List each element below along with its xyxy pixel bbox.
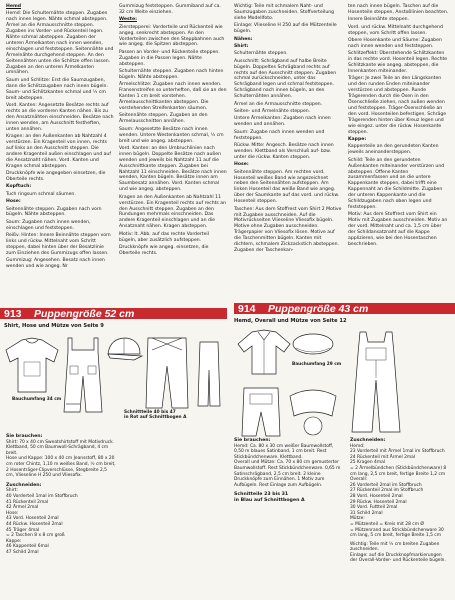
paragraph: Ausschnitt: Schrägband auf halbe Breite bügeln. Doppeltes Schrägband rechts auf rechts auf den Ausschnitt steppen. Zugaben schmal zurückschneiden, unter das Schrägband legen und schmal feststeppen. Schrägband nach innen bügeln, an den Schulternähten annähen. [234,58,337,100]
overall-back-illustration [236,386,286,440]
materials-title: Sie brauchen: [6,434,43,439]
paragraph: Schulternähte steppen. Zugaben nach hinten bügeln. Nähte absteppen. [119,69,224,80]
paragraph: Saum: Zugabe nach innen wenden und feststeppen. [234,129,325,141]
hemd-illustration [236,328,292,378]
paragraph: Hose: [234,162,249,168]
paragraph: Ärmel an die Armausschnitte steppen. [234,101,323,107]
paragraph: Seitennähte steppen. Am rechten vord. Hosenteil weißes Band wie angezeichnet neben den Seitennähten aufsteppen. Am linken Hosenteil das weiße Band wie angeg. über der Saumkante auf das vord. und rückw. Hosenteil steppen. [234,169,340,205]
paragraph: Innere Beinnähte steppen. [348,17,410,23]
paragraph: Träger: Je zwei Teile an den Längskanten und den runden Enden miteinander verstürzen und absteppen. Runde Trägerenden durch die Ösen in den Ösenschließe ziehen, nach außen wenden und feststeppen. Träger-Ösenschließe an den vord. Hosenteilen befestigen. Schräge Trägerenden hinten über Kreuz legen und wie eingez. unter die rückw. Hosenkante steppen. [348,76,447,135]
paragraph: Shirt: [234,43,249,49]
paragraph: Gummizug feststeppen. Gummiband auf ca. 32 cm Weite einziehen. [119,4,221,15]
paragraph: Gummizug: Angesehen. Besatz nach innen wenden und wie angeg. Nr [6,258,105,270]
paragraph: Saum und Schlitze: Erst die Saumzugaben, dann die Schlitzzugaben nach innen bügeln. Saum- und Schlitzkanten schmal und ½ cm breit absteppen. [6,77,108,101]
paragraph: Seitennähte steppen. Zugaben an den Ärmelausschnitten annähen. [119,113,208,125]
paragraph: Tuch ringsum schmal säumen. [6,191,76,197]
banner-label: Puppengröße 43 cm [268,302,369,315]
paragraph: Saum: Angesetzte Besätze nach innen wenden. Untere Westenkanten schmal, ½ cm breit und wie angeg. absteppen. [119,126,224,144]
cutting-914 [350,438,450,564]
paragraph: Hemd [6,4,22,9]
materials-914 [234,438,344,504]
paragraph: Motiv: lt. Abb. auf das rechte Vorderteil bügeln, aber zusätzlich aufsteppen. [119,231,209,243]
paragraph: Kragen: an den Außenkanten ab Nahtzahl 4 verstürzen. Ein Kragenteil von innen, rechts auf links an den Ausschnitt steppen. Die andere Kragenteil außen einschlagen und auf die Ansatznaht nähen. Vord. Kanten und Kragen schmal absteppen. [6,134,111,169]
paragraph: Seitennähte steppen. Zugaben nach vorn bügeln. Nähte absteppen. [6,206,102,218]
paragraph: Druckknöpfe wie angegeben einsetzen, die Oberteile rechts. [6,170,106,182]
cut-title: Zuschneiden: [6,482,42,488]
materials-text: Shirt: 70 x 40 cm Sweatshirtstoff mit Motivdruck. Klettband, 50 cm Baumwoll-Schrägband, 4 cm breit. Hose und Kappe: 100 x 40 cm Jeansstoff, 80 x 20 cm roter Chintz, 1,10 m weißes Band, ½ cm breit, 2 Hosenträger-Clipverschlüsse, Stegbreite 2,5 cm, Vlieseline H 250 und Vliesofix. [6,439,116,479]
shirt-illustration [4,336,62,396]
size-banner-913 [0,308,227,319]
text-column-2 [119,4,227,258]
paragraph: Schulternähte steppen. [234,51,288,57]
paragraph: Vord. Kanten: an den Umbruchlinien nach innen bügeln. Doppelte Besätze nach außen wenden und jeweils bis Nahtzahl 11 auf die Ausschnittkante steppen. Zugaben bei Nahtzahl 11 einschneiden. Besätze nach innen wenden, Kanten bügeln. Besätze innen am Saumbesatz annähen. Vord. Kanten schmal und wie angeg. absteppen. [119,145,227,193]
paragraph: Kopftuch: [6,184,32,190]
paragraph: Nähen: [234,36,253,42]
note-text: Wichtig: Teile mit ½ cm breiten Zugaben zuschneiden. Einlage: auf die Druckknopfmarkierungen der Overall-Vorder- und Rückenteile bügeln. [350,541,446,564]
caption-schnittteile-914: Schnitteile 23 bis 31 in Blau auf Schnittbogen A [234,492,305,503]
paragraph: Ärmelschlitze: Zugaben nach innen wenden. Fransenstreifen so unterheften, daß sie an den Kanten 1 cm breit vorstehen. Ärmelausschnittkanten absteppen. Die vorstehenden Streifenkanten säumen. [119,82,227,111]
paragraph: Vord. Kanten: Angesetzte Besätze rechts auf rechts an die vorderen Kanten nähen. Bis zu den Ansatznähten einschneiden. Besätze nach innen wenden, am Ausschnitt festheften, unten annähen. [6,103,114,132]
paragraph: Saum: Zugaben nach innen wenden, einschlagen und feststeppen. [6,219,91,231]
paragraph: ten nach innen bügeln. Taschen auf die Hosenteile steppen, Anstoßlinien beachten. [348,4,449,15]
paragraph: Wichtig: Teile mit schmalem Naht- und Saumzugaben zuschneiden. Stoffverteilung siehe Modellfoto. [234,4,335,21]
kragen-illustration [286,386,340,440]
materials-text: Hemd: Ca. 80 x 30 cm weißer Baumwollstoff, 0,50 m blaues Satinband, 1 cm breit. Rest Stickbündchenware. Klettband. Overall und Mütze: Ca. 70 x 80 cm gemusterter Baumwollstoff. Rest Stickbündchenware. 0,65 m Satinschrägband, 2,5 cm breit. 2 kleine Druckknöpfe zum Einnähen. 1 Motiv zum Aufbügeln. Rest Einlage zum Aufbügeln. [234,443,341,488]
paragraph: Schlitzeffekt: Überstehende Schlitzkanten in das rechte vord. Hosenteil legen. Rechte Schlitzkante wie angeg. absteppen, die Innenkanten miteinander. [348,51,448,75]
paragraph: Kappenteile an den gerundeten Kanten jeweils aneinandersteppen. [348,144,439,156]
paragraph: Rückw. Mitte: Angesch. Besätze nach innen wenden. Klettband als Verschluß auf- bzw. unter die rückw. Kanten steppen. [234,143,334,160]
section-subtitle-913: Shirt, Hose und Mütze von Seite 9 [4,323,104,329]
materials-title: Sie brauchen: [234,438,271,443]
paragraph: Vord. und rückw. Mittelnaht durchgehend steppen, vom Schritt offen lassen. [348,24,443,36]
materials-913 [6,434,116,555]
section-subtitle-914: Hemd, Overall und Mütze von Seite 12 [234,318,347,324]
paragraph: Reißv. Hinten: Innere Beinnähte steppen vorn links und rückw. Mittelnaht vom Schritt steppen, dabei hinten über der Besatzlinie zum Einziehen des Gummizugs offen lassen. [6,233,111,256]
paragraph: Motiv: Aus dem Stoffrest vom Shirt ein Motiv mit Zugaben ausschneiden. Motiv an der vord. Mittelnaht und ca. 1,5 cm über der Schildansatznaht auf die Kappe applizieren, wie bei den Hosentaschen beschrieben. [348,212,448,247]
caption-bauchumfang-913: Bauchumfang 34 cm [12,397,62,402]
paragraph: Obere Hosenkante und Säume: Zugaben nach innen wenden und feststeppen. [348,38,442,49]
size-banner-914 [234,303,455,314]
pants-side-illustration [194,340,224,410]
paragraph: Kragen an den Außenkanten ab Nahtzahl 11 verstürzen. Ein Kragenteil rechts auf rechts an den Ausschnitt steppen. Zugaben an den Rundungen mehrmals einschneiden. Das andere Kragenteil einschlagen und an die Ansatznaht nähen. Kragen absteppen. [119,194,226,230]
paragraph: Seiten- und Ärmelnähte steppen. [234,109,311,114]
paragraph: Druckknöpfe wie angeg. einsetzen, die Oberteile rechts. [119,244,209,256]
caption-bauchumfang-914: Bauchumfang 29 cm [292,362,342,367]
paragraph: Kappe: [348,137,367,143]
paragraph: Hemd: Die Schulternähte steppen. Zugaben nach innen legen. Nähte schmal absteppen. Ärmel an die Armausschnitte steppen. Zugaben ins Vorder- und Rückenteil legen. Nähte schmal absteppen. Zugaben der unteren Ärmelkanten nach innen wenden, einschlagen und feststeppen. Seitennähte und Ärmelnähte durchgehend steppen. An den Seitennähten unten die Schlitze offen lassen. Zugaben an den unteren Ärmelkanten umnähen. [6,11,114,76]
banner-number: 913 [4,307,22,320]
trousers-back-illustration [142,336,192,412]
overalls-illustration [58,336,108,416]
paragraph: Einlage: Vlieseline H 250 auf die Mützenteile bügeln. [234,23,337,35]
cut-text: Shirt: 40 Vorderteil 1mal im Stoffbruch 41 Rückenteil 2mal 42 Ärmel 2mal Hose: 43 Vord. Hosenteil 2mal 44 Rückw. Hosenteil 2mal 45 Träger 4mal = 2 Taschen 8 x 8 cm groß Kappe: 46 Kappenteil 6mal 47 Schild 2mal [6,488,78,555]
cap-illustration [104,334,144,364]
overall-illustration [342,328,410,438]
cut-title: Zuschneiden: [350,438,386,443]
muetze-illustration [290,328,336,358]
text-column-3 [234,4,342,255]
banner-label: Puppengröße 52 cm [34,307,135,320]
paragraph: Zierstepperei: Vorderteile und Rückenteil wie angeg. senkrecht absteppen. An den Vorderteilen zwischen den Steppbahnen auch wie angeg. die Spitzen absteppen. [119,24,225,48]
banner-number: 914 [238,302,256,315]
paragraph: Untere Ärmelkanten: Zugaben nach innen wenden und annähen. [234,116,331,128]
paragraph: Passen an Vorder- und Rückenteile steppen. Zugaben in die Passen legen. Nähte absteppen. [119,49,220,67]
paragraph: Taschen: Aus dem Stoffrest vom Shirt 2 Motive mit Zugaben ausschneiden. Auf die Motivrückseiten Vlieseline Vliesofix bügeln. Motive ohne Zugaben ausschneiden. Trägerpapier von Vliesofix lösen. Motive auf die Taschenmitten bügeln. Kanten mit dichtem, schmalem Zickzackstich absteppen. Zugaben der Taschenkan- [234,206,342,253]
paragraph: Weste: [119,17,137,23]
caption-schnittteile-913: Schnittteile 40 bis 47 in Rot auf Schnittbogen A [124,410,187,421]
text-column-1 [6,4,114,272]
paragraph: Schild: Teile an den gerundeten Außenkanten miteinander verstürzen und absteppen. Offene Kanten zusammenfassen und an die untere Kappenkante steppen, dabei trifft eine Kappennaht an die Schildmitte. Zugaben der unteren Kappenkante und die Schildzugaben nach oben legen und feststeppen. [348,157,445,210]
paragraph: Hose: [6,199,21,205]
text-column-4 [348,4,449,249]
cut-text: Hemd: 23 Vorderteil mit Ärmel 1mal im Stoffbruch 24 Rückenteil mit Ärmel 2mal 25 Kragen 4mal = 2 Ärmelbündchen (Stickbündchenware) 8 cm lang, 2,5 cm breit, fertige Breite 1,2 cm Overall: 26 Vorderteil 2mal im Stoffbruch 27 Rückenteil 2mal im Stoffbruch 28 Vord. Hosenteil 2mal 29 Rückw. Hosenteil 2mal 30 Vord. Futtteil 2mal 31 Schild 2mal Mütze: = Mützenteil = Kreis mit 28 cm Ø = Mützenrand aus Strickbündchenware 30 cm lang, 5 cm breit, fertige Breite 1,5 cm [350,443,447,539]
